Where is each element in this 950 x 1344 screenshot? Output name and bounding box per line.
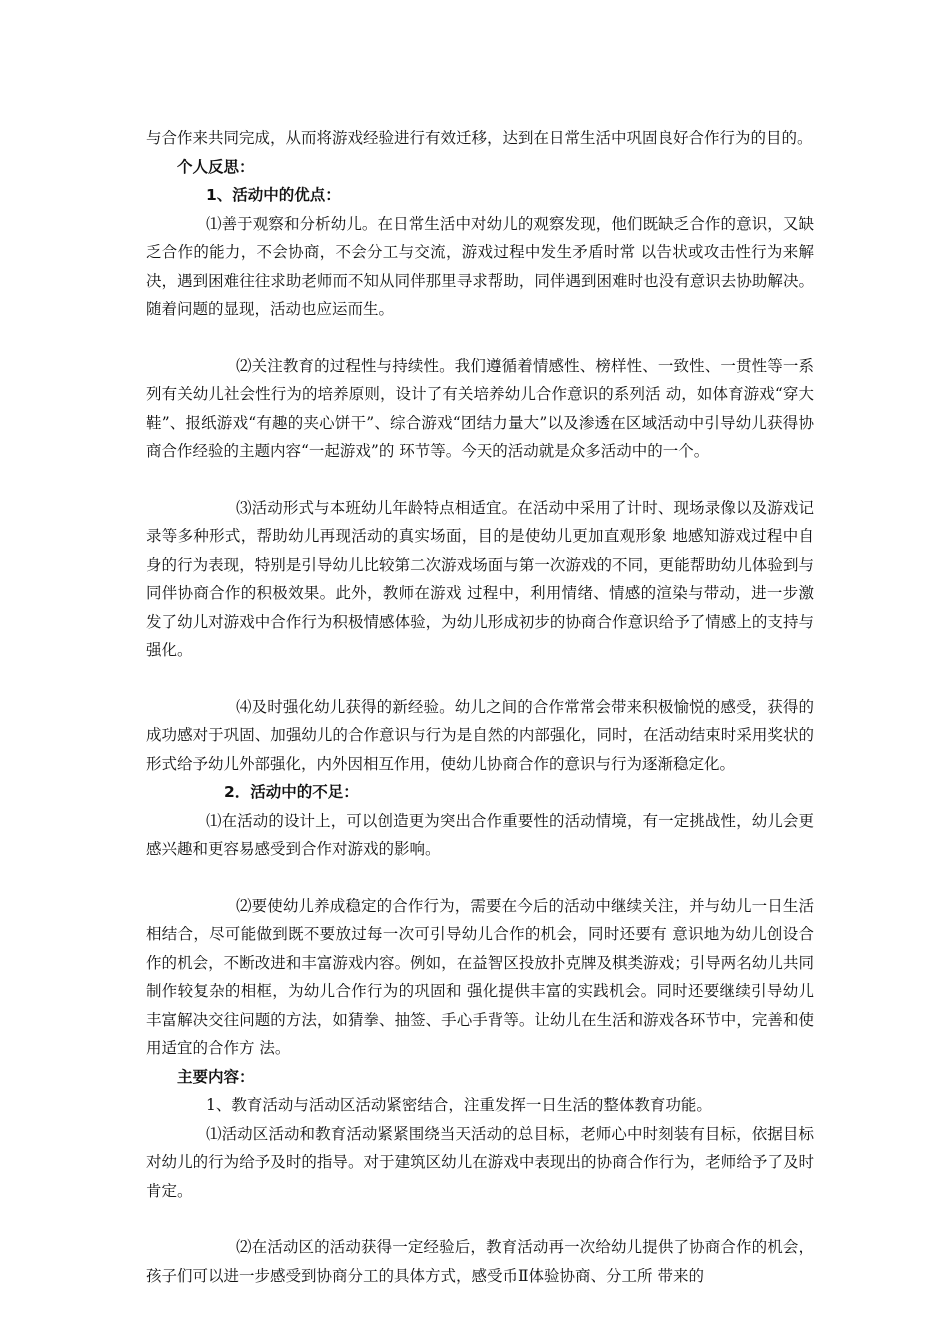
document-body bbox=[146, 124, 814, 1290]
strength-paragraph-2: ⑵关注教育的过程性与持续性。我们遵循着情感性、榜样性、一致性、一贯性等一系列有关幼儿社会性行为的培养原则，设计了有关培养幼儿合作意识的系列活 动，如体育游戏“穿大鞋”、报纸游戏“有趣的夹心饼干”、综合游戏“团结力量大”以及渗透在区域活动中引导幼儿获得协商合作经验的主题内容“一起游戏”的 环节等。今天的活动就是众多活动中的一个。 bbox=[146, 356, 814, 460]
paragraph-spacer bbox=[146, 864, 814, 892]
weaknesses-heading: 2．活动中的不足： bbox=[224, 783, 359, 801]
strength-paragraph-4: ⑷及时强化幼儿获得的新经验。幼儿之间的合作常常会带来积极愉悦的感受，获得的成功感对于巩固、加强幼儿的合作意识与行为是自然的内部强化，同时，在活动结束时采用奖状的形式给予幼儿外部强化，内外因相互作用，使幼儿协商合作的意识与行为逐渐稳定化。 bbox=[146, 697, 814, 773]
main-content-item-1: 1、教育活动与活动区活动紧密结合，注重发挥一日生活的整体教育功能。 bbox=[206, 1096, 712, 1114]
paragraph-spacer bbox=[146, 466, 814, 494]
paragraph-spacer bbox=[146, 324, 814, 352]
strength-paragraph-3: ⑶活动形式与本班幼儿年龄特点相适宜。在活动中采用了计时、现场录像以及游戏记录等多种形式，帮助幼儿再现活动的真实场面，目的是使幼儿更加直观形象 地感知游戏过程中自身的行为表现，特别是引导幼儿比较第二次游戏场面与第一次游戏的不同，更能帮助幼儿体验到与同伴协商合作的积极效果。此外，教师在游戏 过程中，利用情绪、情感的渲染与带动，进一步激发了幼儿对游戏中合作行为积极情感体验，为幼儿形成初步的协商合作意识给予了情感上的支持与强化。 bbox=[146, 498, 814, 659]
paragraph-spacer bbox=[146, 665, 814, 693]
paragraph-spacer bbox=[146, 1205, 814, 1233]
main-content-item-1-2: ⑵在活动区的活动获得一定经验后，教育活动再一次给幼儿提供了协商合作的机会，孩子们可以进一步感受到协商分工的具体方式，感受币Ⅱ体验协商、分工所 带来的 bbox=[146, 1238, 814, 1285]
weakness-paragraph-2: ⑵要使幼儿养成稳定的合作行为，需要在今后的活动中继续关注，并与幼儿一日生活相结合，尽可能做到既不要放过每一次可引导幼儿合作的机会，同时还要有 意识地为幼儿创设合作的机会，不断改进和丰富游戏内容。例如，在益智区投放扑克牌及棋类游戏；引导两名幼儿共同制作较复杂的相框，为幼儿合作行为的巩固和 强化提供丰富的实践机会。同时还要继续引导幼儿丰富解决交往问题的方法，如猜拳、抽签、手心手背等。让幼儿在生活和游戏各环节中，完善和使用适宜的合作方 法。 bbox=[146, 896, 814, 1057]
strength-paragraph-1: ⑴善于观察和分析幼儿。在日常生活中对幼儿的观察发现，他们既缺乏合作的意识，又缺乏合作的能力，不会协商，不会分工与交流，游戏过程中发生矛盾时常 以告状或攻击性行为来解决，遇到困难往往求助老师而不知从同伴那里寻求帮助，同伴遇到困难时也没有意识去协助解决。随着问题的显现，活动也应运而生。 bbox=[146, 214, 814, 318]
strengths-heading: 1、活动中的优点： bbox=[206, 186, 341, 204]
main-content-item-1-1: ⑴活动区活动和教育活动紧紧围绕当天活动的总目标，老师心中时刻装有目标，依据目标对幼儿的行为给予及时的指导。对于建筑区幼儿在游戏中表现出的协商合作行为，老师给予了及时肯定。 bbox=[146, 1124, 814, 1200]
weakness-paragraph-1: ⑴在活动的设计上，可以创造更为突出合作重要性的活动情境，有一定挑战性，幼儿会更感兴趣和更容易感受到合作对游戏的影响。 bbox=[146, 811, 814, 858]
reflection-heading: 个人反思： bbox=[177, 157, 255, 176]
intro-continuation-paragraph: 与合作来共同完成，从而将游戏经验进行有效迁移，达到在日常生活中巩固良好合作行为的目的。 bbox=[146, 129, 813, 147]
main-content-heading: 主要内容： bbox=[177, 1067, 255, 1086]
